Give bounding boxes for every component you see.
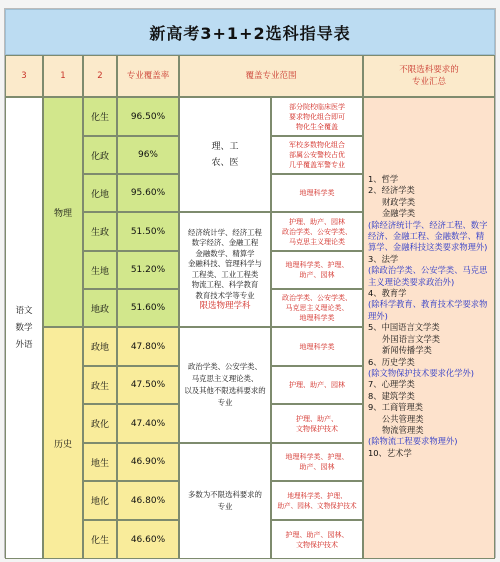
- summary-item: 8、建筑学类: [368, 390, 415, 401]
- detail-line: 地理科学类、护理、: [285, 261, 349, 269]
- scope-line: 金融数学、精算学: [195, 248, 255, 258]
- coverage-rate: 46.80%: [117, 481, 179, 520]
- summary-item: 5、中国语言文学类: [368, 322, 440, 333]
- scope-line: 政治学类、公安学类、: [188, 362, 262, 371]
- scope-line: 以及其他不限选科要求的: [184, 386, 266, 395]
- combo-cell: 政生: [83, 366, 117, 404]
- summary-item: (除经济统计学、经济工程、数字经济、金融工程、金融数学、精算学、金融科技这类要求物理外): [368, 219, 488, 253]
- combo-cell: 地政: [83, 289, 117, 327]
- detail-cell: [271, 289, 363, 327]
- summary-item: 财政学类: [382, 196, 416, 207]
- summary-item: 4、教育学: [368, 288, 407, 299]
- summary-item: 9、工商管理类: [368, 402, 424, 413]
- combo-cell: 地化: [83, 481, 117, 520]
- header-1: 1: [43, 55, 83, 97]
- coverage-rate: 51.20%: [117, 251, 179, 289]
- coverage-rate: 47.80%: [117, 327, 179, 366]
- summary-item: 公共管理类: [382, 413, 424, 424]
- detail-line: 几乎覆盖军警专业: [289, 161, 345, 169]
- detail-line: 地理科学类: [299, 342, 335, 351]
- header-3: 3: [5, 55, 43, 97]
- detail-line: 部属公安警校占优: [289, 151, 345, 159]
- subject-chinese: 语文: [15, 305, 33, 316]
- combo-cell: 化地: [83, 174, 117, 212]
- detail-cell: [271, 251, 363, 289]
- detail-line: 地理科学类、护理、: [285, 453, 349, 461]
- summary-item: 金融学类: [382, 208, 416, 219]
- scope-line: 多数为不限选科要求的: [188, 490, 262, 499]
- detail-line: 马克思主义理论类、: [285, 304, 349, 312]
- detail-cell: [271, 97, 363, 136]
- scope-line: 物流工程、科学教育: [191, 280, 259, 289]
- combo-cell: 生地: [83, 251, 117, 289]
- header-unlimited-line: 不限选科要求的: [399, 65, 459, 75]
- scope-history-bottom: [179, 443, 271, 559]
- scope-line: 经济统计学、经济工程: [188, 227, 262, 237]
- detail-line: 物化生全覆盖: [296, 122, 338, 131]
- combo-cell: 化生: [83, 520, 117, 559]
- scope-physics-only: 限选物理学科: [199, 301, 251, 311]
- subject-foreign-language: 外语: [15, 339, 33, 350]
- detail-line: 护理、助产、园林、: [285, 530, 349, 539]
- coverage-rate: 46.60%: [117, 520, 179, 559]
- scope-line: 专业: [217, 398, 233, 407]
- combo-cell: 地生: [83, 443, 117, 481]
- scope-line: 理、工: [211, 141, 239, 152]
- detail-line: 军校多数物化组合: [289, 141, 345, 149]
- detail-line: 马克思主义理论类: [289, 237, 345, 246]
- coverage-rate: 96%: [117, 136, 179, 174]
- summary-item: (除文物保护技术要求化学外): [368, 367, 475, 378]
- scope-physics-top: [179, 97, 271, 212]
- coverage-rate: 47.40%: [117, 404, 179, 443]
- combo-cell: 化生: [83, 97, 117, 136]
- coverage-rate: 51.50%: [117, 212, 179, 251]
- summary-item: 7、心理学类: [368, 379, 415, 390]
- detail-line: 护理、助产、: [296, 414, 338, 423]
- detail-cell: [271, 174, 363, 212]
- summary-item: (除科学教育、教育技术学要求物理外): [368, 299, 488, 321]
- header-2: 2: [83, 55, 117, 97]
- guide-table: [4, 8, 496, 558]
- detail-line: 地理科学类: [299, 189, 335, 197]
- coverage-rate: 47.50%: [117, 366, 179, 404]
- scope-line: 工程类、工业工程类: [191, 269, 259, 279]
- detail-line: 文物保护技术: [296, 540, 338, 549]
- detail-line: 护理、助产、园林: [289, 217, 345, 226]
- scope-line: 数字经济、金融工程: [191, 238, 259, 247]
- scope-line: 专业: [217, 502, 233, 511]
- detail-line: 地理科学类、护理、: [287, 491, 347, 500]
- detail-line: 助产、园林: [299, 463, 335, 471]
- summary-item: 1、哲学: [368, 174, 399, 184]
- subject-math: 数学: [15, 322, 33, 333]
- summary-item: 物流管理类: [382, 424, 424, 435]
- detail-line: 护理、助产、园林: [289, 381, 345, 389]
- scope-line: 马克思主义理论类、: [191, 374, 259, 383]
- scope-line: 农、医: [211, 157, 239, 168]
- scope-history-mid: [179, 327, 271, 443]
- combo-cell: 化政: [83, 136, 117, 174]
- detail-cell: [271, 212, 363, 251]
- detail-cell: [271, 481, 363, 520]
- detail-cell: [271, 327, 363, 366]
- first-subject-history: 历史: [43, 327, 83, 559]
- table-title: 新高考3+1+2选科指导表: [5, 9, 495, 55]
- header-unlimited: [363, 55, 495, 97]
- detail-line: 助产、园林、文物保护技术: [277, 501, 357, 510]
- required-subjects: [5, 97, 43, 559]
- detail-cell: [271, 366, 363, 404]
- header-unlimited-line: 专业汇总: [411, 77, 446, 87]
- combo-cell: 政地: [83, 327, 117, 366]
- detail-line: 要求物化组合即可: [289, 112, 345, 121]
- combo-cell: 政化: [83, 404, 117, 443]
- detail-cell: [271, 520, 363, 559]
- coverage-rate: 51.60%: [117, 289, 179, 327]
- detail-line: 助产、园林: [299, 271, 335, 279]
- header-coverage: 专业覆盖率: [117, 55, 179, 97]
- detail-line: 政治学类、公安学类、: [282, 294, 352, 302]
- detail-line: 部分院校临床医学: [289, 102, 345, 111]
- summary-item: 新闻传播学类: [382, 345, 432, 356]
- scope-line: 金融科技、管理科学与: [188, 259, 262, 268]
- coverage-rate: 46.90%: [117, 443, 179, 481]
- unlimited-majors-summary: [363, 97, 495, 559]
- detail-cell: [271, 404, 363, 443]
- detail-line: 文物保护技术: [296, 424, 338, 433]
- summary-item: 10、艺术学: [368, 447, 412, 458]
- summary-item: 3、法学: [368, 253, 399, 264]
- scope-line: 教育技术学等专业: [195, 290, 255, 300]
- coverage-rate: 96.50%: [117, 97, 179, 136]
- summary-item: (除政治学类、公安学类、马克思主义理论类要求政治外): [368, 265, 488, 287]
- combo-cell: 生政: [83, 212, 117, 251]
- header-scope: 覆盖专业范围: [179, 55, 363, 97]
- summary-item: 2、经济学类: [368, 185, 415, 196]
- detail-cell: [271, 136, 363, 174]
- summary-item: 外国语言文学类: [382, 333, 441, 344]
- coverage-rate: 95.60%: [117, 174, 179, 212]
- detail-line: 地理科学类: [299, 314, 335, 322]
- detail-line: 政治学类、公安学类、: [282, 227, 352, 236]
- summary-item: (除物流工程要求物理外): [368, 436, 458, 447]
- first-subject-physics: 物理: [43, 97, 83, 327]
- detail-cell: [271, 443, 363, 481]
- summary-item: 6、历史学类: [368, 356, 415, 367]
- scope-physics-mid: [179, 212, 271, 327]
